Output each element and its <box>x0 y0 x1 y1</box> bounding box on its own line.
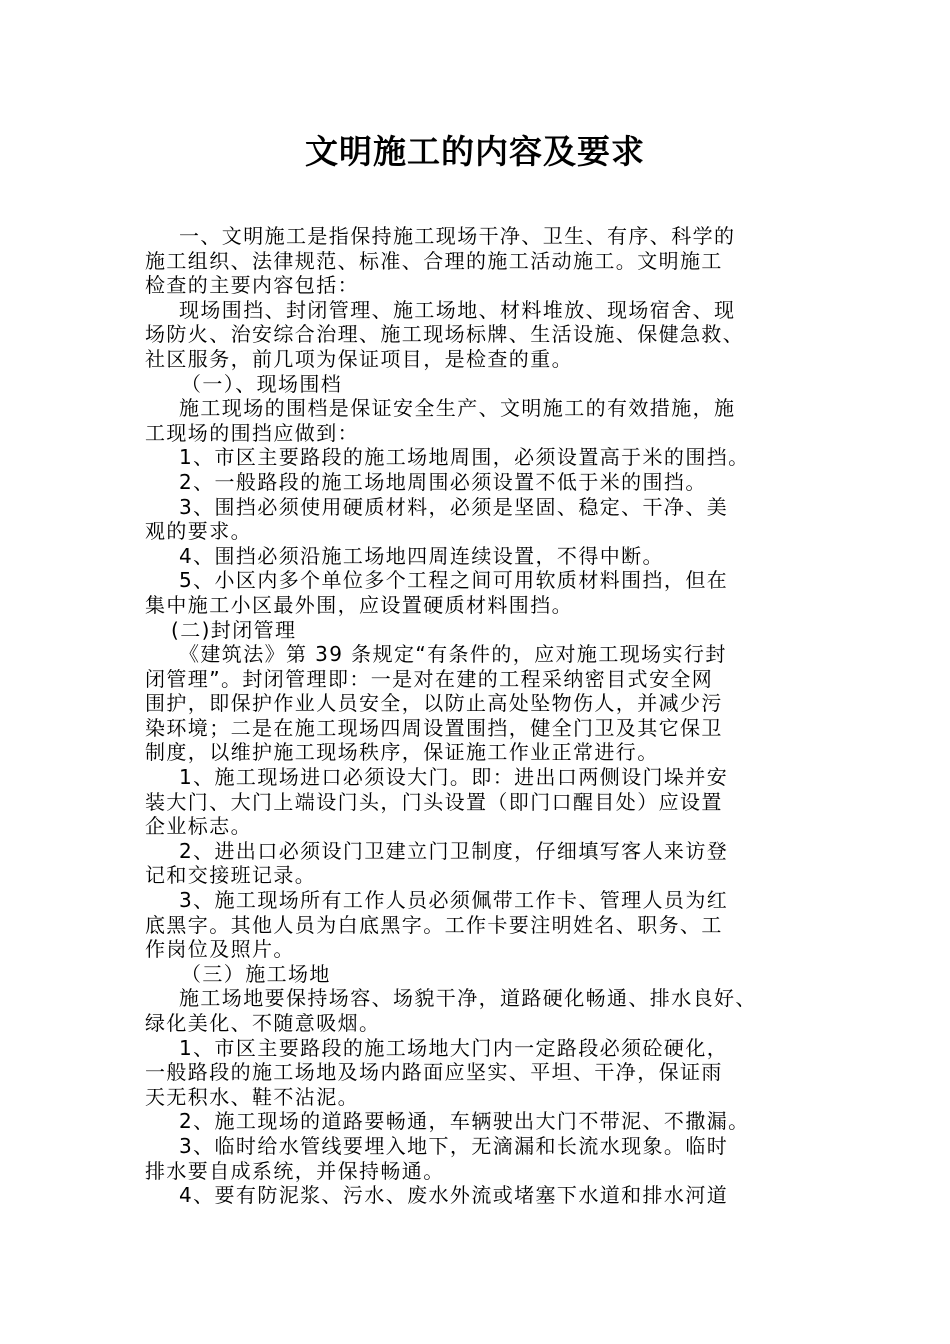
text-line: 2、一般路段的施工场地周围必须设置不低于米的围挡。 <box>179 469 707 494</box>
text-line: 作岗位及照片。 <box>145 937 295 962</box>
text-line: 2、施工现场的道路要畅通，车辆驶出大门不带泥、不撒漏。 <box>179 1109 750 1134</box>
section-heading: (二)封闭管理 <box>171 617 297 642</box>
text-line: 闭管理”。封闭管理即：一是对在建的工程采纳密目式安全网 <box>145 666 714 691</box>
text-line: 1、市区主要路段的施工场地周围，必须设置高于米的围挡。 <box>179 445 750 470</box>
text-line: 底黑字。其他人员为白底黑字。工作卡要注明姓名、职务、工 <box>145 912 723 937</box>
text-line: 检查的主要内容包括： <box>145 273 359 298</box>
text-line: 制度，以维护施工现场秩序，保证施工作业正常进行。 <box>145 740 659 765</box>
document-body <box>145 224 825 1208</box>
text-line: 一、文明施工是指保持施工现场干净、卫生、有序、科学的 <box>179 224 736 248</box>
text-line: 2、进出口必须设门卫建立门卫制度，仔细填写客人来访登 <box>179 838 729 863</box>
text-line: 绿化美化、不随意吸烟。 <box>145 1011 381 1035</box>
text-line: 1、市区主要路段的施工场地大门内一定路段必须砼硬化， <box>179 1035 729 1060</box>
text-line: 场防火、治安综合治理、施工现场标牌、生活设施、保健急救、 <box>145 322 745 347</box>
text-line: 3、施工现场所有工作人员必须佩带工作卡、管理人员为红 <box>179 888 729 913</box>
text-line: 染环境；二是在施工现场四周设置围挡，健全门卫及其它保卫 <box>145 715 723 740</box>
text-line: 观的要求。 <box>145 519 252 544</box>
text-line: 装大门、大门上端设门头，门头设置（即门口醒目处）应设置 <box>145 789 723 814</box>
section-heading: （三）施工场地 <box>181 961 331 986</box>
text-line: 一般路段的施工场地及场内路面应坚实、平坦、干净，保证雨 <box>145 1060 723 1085</box>
text-line: 4、要有防泥浆、污水、废水外流或堵塞下水道和排水河道 <box>179 1183 729 1208</box>
text-line: 社区服务，前几项为保证项目，是检查的重。 <box>145 346 573 371</box>
section-heading: （一）、现场围档 <box>181 371 343 396</box>
text-line: 4、围挡必须沿施工场地四周连续设置，不得中断。 <box>179 543 664 568</box>
text-line: 企业标志。 <box>145 814 252 839</box>
text-line: 记和交接班记录。 <box>145 863 317 888</box>
text-line: 天无积水、鞋不沾泥。 <box>145 1084 359 1109</box>
text-line: 1、施工现场进口必须设大门。即：进出口两侧设门垛并安 <box>179 765 729 790</box>
text-line: 现场围挡、封闭管理、施工场地、材料堆放、现场宿舍、现 <box>179 297 736 322</box>
text-line: 围护，即保护作业人员安全，以防止高处坠物伤人，并减少污 <box>145 691 723 716</box>
text-line: 施工现场的围档是保证安全生产、文明施工的有效措施，施 <box>179 396 736 421</box>
text-line: 工现场的围挡应做到： <box>145 420 359 445</box>
text-line: 施工场地要保持场容、场貌干净，道路硬化畅通、排水良好、 <box>179 986 757 1011</box>
page-title: 文明施工的内容及要求 <box>305 132 645 171</box>
text-line: 3、临时给水管线要埋入地下，无滴漏和长流水现象。临时 <box>179 1133 729 1158</box>
text-line: 3、围挡必须使用硬质材料，必须是坚固、稳定、干净、美 <box>179 494 729 519</box>
text-line: 集中施工小区最外围，应设置硬质材料围挡。 <box>145 592 573 617</box>
text-line: 施工组织、法律规范、标准、合理的施工活动施工。文明施工 <box>145 248 723 273</box>
text-line: 《建筑法》第 39 条规定“有条件的，应对施工现场实行封 <box>179 642 727 667</box>
text-line: 排水要自成系统，并保持畅通。 <box>145 1158 445 1183</box>
text-line: 5、小区内多个单位多个工程之间可用软质材料围挡，但在 <box>179 568 729 593</box>
